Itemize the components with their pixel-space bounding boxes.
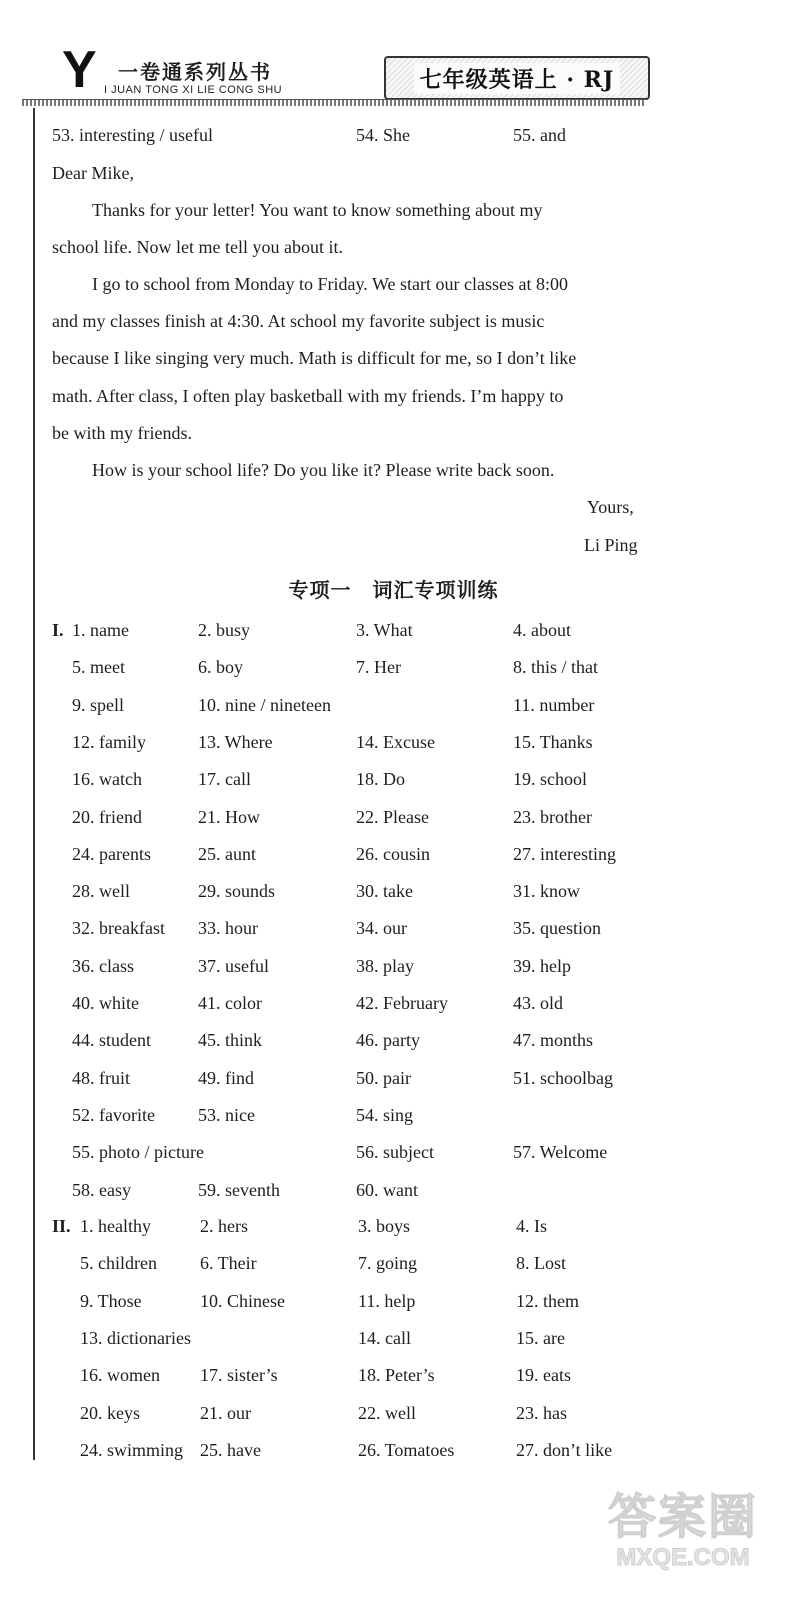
answer-item: 18. Peter’s [358,1365,435,1386]
section-title: 专项一 词汇专项训练 [288,578,499,602]
answer-item: 13. Where [198,731,273,752]
answer-item: 28. well [72,881,130,902]
answer-item: 3. boys [358,1216,411,1236]
answer-item: 25. aunt [198,843,256,864]
answer-item: 12. them [516,1290,579,1311]
answer-item: 23. brother [513,806,592,827]
answer-item: 7. Her [356,657,401,678]
answer-item: 16. watch [72,769,142,790]
answer-item: 18. Do [356,769,405,790]
watermark-url: MXQE.COM [616,1544,750,1571]
answer-item: 31. know [513,881,580,902]
answer-item: 29. sounds [198,881,276,902]
answer-item: 43. old [513,993,564,1013]
answer-item: 48. fruit [72,1067,130,1088]
answer-item: 52. favorite [72,1104,155,1125]
answer-item: 13. dictionaries [80,1327,191,1348]
answer-item: 20. friend [72,806,142,827]
answer-item: 10. nine / nineteen [198,694,331,715]
answer-item: 37. useful [198,955,269,976]
answer-item: 21. our [200,1402,251,1423]
answer-item: 14. call [358,1327,411,1348]
answer-item: 24. swimming [80,1439,184,1460]
answer-item: 27. don’t like [516,1439,613,1460]
answer-item: 5. children [80,1253,157,1274]
part-1-label: I. [52,620,64,640]
answer-item: 25. have [200,1439,261,1460]
series-title-cn: 一卷通系列丛书 [118,60,272,84]
answer-54: 54. She [356,125,410,145]
answer-item: 40. white [72,993,139,1013]
answer-item: 55. photo / picture [72,1142,204,1163]
answer-item: 44. student [72,1030,151,1051]
answer-item: 17. call [198,769,251,790]
answer-item: 51. schoolbag [513,1067,613,1088]
answer-item: 22. well [358,1402,416,1423]
answer-item: 46. party [356,1030,420,1051]
answer-item: 23. has [516,1402,567,1423]
answer-item: 36. class [72,955,134,976]
answer-item: 26. Tomatoes [358,1439,455,1460]
grade-label: 七年级英语上 · RJ [414,63,621,94]
answer-item: 39. help [513,955,571,976]
answer-item: 3. What [356,620,413,640]
answer-item: 14. Excuse [356,731,435,752]
grade-label-box [384,56,650,100]
answer-item: 41. color [198,993,262,1013]
answer-item: 50. pair [356,1067,411,1088]
answer-item: 4. Is [516,1216,547,1236]
letter-line: How is your school life? Do you like it? Please write back soon. [92,460,555,480]
answer-item: 15. are [516,1327,565,1348]
answer-item: 21. How [198,806,260,827]
answer-item: 49. find [198,1067,254,1088]
answer-item: 4. about [513,620,571,640]
letter-closing: Yours, [587,497,634,517]
answer-item: 11. help [358,1290,416,1311]
answer-item: 35. question [513,918,601,939]
answer-item: 12. family [72,731,146,752]
answer-item: 16. women [80,1365,160,1386]
answer-item: 24. parents [72,843,151,864]
answer-item: 60. want [356,1179,418,1200]
letter-line: Thanks for your letter! You want to know something about my [92,200,543,220]
answer-item: 9. Those [80,1290,142,1311]
answer-item: 15. Thanks [513,731,593,752]
answer-item: 54. sing [356,1104,414,1125]
answer-55: 55. and [513,125,566,145]
answer-item: 22. Please [356,806,429,827]
letter-signature: Li Ping [584,535,638,555]
letter-line: I go to school from Monday to Friday. We start our classes at 8:00 [92,274,568,294]
answer-item: 26. cousin [356,843,430,864]
answer-item: 33. hour [198,918,258,939]
answer-53: 53. interesting / useful [52,125,213,145]
answer-item: 8. Lost [516,1253,567,1274]
answer-item: 2. hers [200,1216,248,1236]
answer-item: 38. play [356,955,414,976]
series-logo: Y [62,41,97,99]
letter-salutation: Dear Mike, [52,163,134,183]
header-divider [22,99,646,106]
answer-item: 53. nice [198,1104,255,1125]
answer-item: 42. February [356,993,448,1013]
letter-line: school life. Now let me tell you about it. [52,237,343,257]
answer-item: 20. keys [80,1402,140,1423]
answer-item: 58. easy [72,1179,131,1200]
answer-item: 11. number [513,694,595,715]
watermark-cn: 答案圈 [607,1489,758,1545]
answer-item: 19. school [513,769,587,790]
answer-item: 32. breakfast [72,918,165,939]
answer-item: 19. eats [516,1365,571,1386]
answer-item: 1. healthy [80,1216,151,1236]
answer-item: 8. this / that [513,657,598,678]
page-header [0,0,787,110]
answer-item: 45. think [198,1030,263,1051]
answer-item: 9. spell [72,694,124,715]
answer-item: 2. busy [198,620,251,640]
answer-item: 5. meet [72,657,125,678]
answer-item: 59. seventh [198,1179,280,1200]
answer-item: 6. boy [198,657,243,678]
answer-item: 10. Chinese [200,1290,285,1311]
answer-item: 56. subject [356,1142,434,1163]
letter-line: be with my friends. [52,423,192,443]
answer-item: 7. going [358,1253,418,1274]
letter-line: and my classes finish at 4:30. At school my favorite subject is music [52,311,545,331]
answer-item: 6. Their [200,1253,257,1274]
answer-item: 17. sister’s [200,1365,278,1386]
answer-item: 30. take [356,881,413,902]
series-title-en: I JUAN TONG XI LIE CONG SHU [104,84,283,96]
answer-item: 47. months [513,1030,594,1051]
part-2-label: II. [52,1216,71,1236]
watermark [598,1478,768,1588]
answer-item: 57. Welcome [513,1142,608,1163]
answer-item: 34. our [356,918,407,939]
letter-line: because I like singing very much. Math is difficult for me, so I don’t like [52,348,577,368]
answer-item: 27. interesting [513,843,616,864]
letter-line: math. After class, I often play basketball with my friends. I’m happy to [52,386,564,406]
answer-item: 1. name [72,620,129,640]
left-margin-rule [33,108,35,1460]
